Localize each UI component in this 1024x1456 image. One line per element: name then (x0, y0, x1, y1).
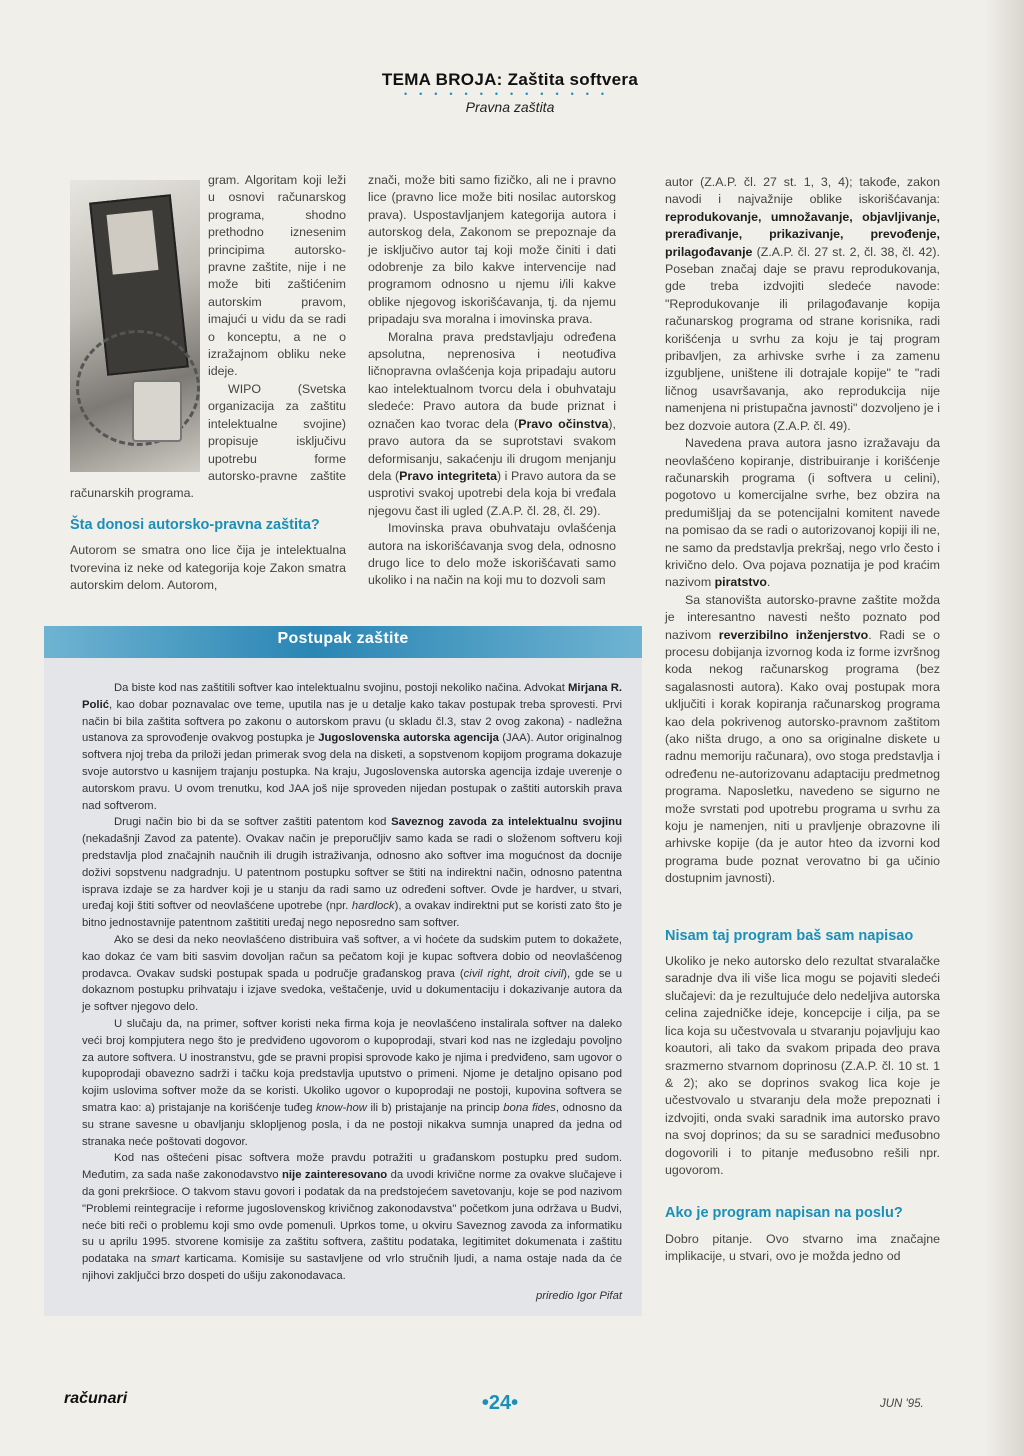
column-1 (70, 172, 346, 594)
col3-paragraph-4: Ukoliko je neko autorsko delo rezultat stvaralačke saradnje dva ili više lica mogu se pojaviti sledeći slučajevi: da je rezultujuće delo nedeljiva autorska celina zajedničke ideje, koncepcije i cilja, pa se lica koja su učestvovala u stvaranju pojavljuju kao koautori, ali tako da svakom pripada deo prava srazmerno stvarnom doprinosu (Z.A.P. čl. 10 st. 1 & 2); ako se doprinos svakog lica koje je učestvovalo u stvaranju dela može prepoznati i izdvojiti, onda svaki saradnik ima autorsko pravo na svoj doprinos; da su se saradnici međusobno dogovorili i to pitanje međusobno rešili npr. ugovorom. (665, 954, 940, 1177)
col1-paragraph-2: WIPO (Svetska organizacija za zaštitu intelektualne svojine) propisuje isključivu upotrebu forme autorsko-pravne zaštite računarskih programa. (70, 381, 346, 501)
page-number: •24• (481, 1392, 519, 1414)
col3-paragraph-3: Sa stanovišta autorsko-pravne zaštite možda je interesantno navesti nešto poznato pod nazivom reverzibilno inženjerstvo. Radi se o procesu dobijanja izvornog koda iz forme izvršnog koda nekog računarskog programa (bez sagalasnosti autora). Kako ovaj postupak mora uključiti i korak kopiranja računarskog programa kao dela pokrivenog autorsko-pravnom zaštitom (ako ništa drugo, a ono sa originalne diskete u radnu memoriju računara), ovo stoga predstavlja i određenu ne-autorizovanu adaptaciju predmetnog programa. Naposletku, navedeno se sigurno ne može svrstati pod upotrebu programa u svrhu za koju je namenjen, niti u pravljenje obrazovne ili arhivske kopije (da je autor hteo da izvorni kod programa bude poznat verovatno bi ga učinio dostupnim javnosti). (665, 592, 940, 886)
col3-paragraph-5: Dobro pitanje. Ovo stvarno ima značajne implikacije, u stvari, ovo je možda jedno od (665, 1231, 940, 1264)
issue-date: JUN '95. (880, 1398, 924, 1410)
col1-paragraph-3: Autorom se smatra ono lice čija je intelektualna tvorevina iz neke od kategorija koje Zakon smatra autorskim delom. Autorom, (70, 543, 346, 592)
sidebar-box (44, 626, 642, 1316)
padlock-shape (132, 380, 182, 442)
box-paragraph-5: Kod nas oštećeni pisac softvera može pravdu potražiti u građanskom postupku pred sudom. Međutim, za sada naše zakonodavstvo nije zainteresovano da uvodi krivične norme za ovakve slučajeve i da goni prekršioce. O takvom stavu govori i podatak da na predstojećem savetovanju, koje se pod nazivom "Problemi reintegracije i reforme jugoslovenskog krivičnog zakonodavstva" početkom juna održava u Budvi, neće biti reči o problemu koji smo ovde pomenuli. Uprkos tome, u okviru Saveznog zavoda za informatiku su u aprilu 1995. stvorene komisije za zaštitu softvera, zaštitu podataka, legitimitet dokumenata i zaštitu podataka na smart karticama. Komisije su sastavljene od vrlo stručnih ljudi, a nama ostaje nada da će njihovi zaključci brzo dospeti do ušiju zakonodavaca. (82, 1152, 623, 1282)
section-subtitle: Pravna zaštita (465, 99, 555, 115)
col1-paragraph-1: gram. Algoritam koji leži u osnovi računarskog programa, shodno prethodno iznesenim principima autorsko-pravne zaštite, nije i ne može biti zaštićenim autorskim pravom, imajući u vidu da se radi o konceptu, a ne o izražajnom obliku neke ideje. (208, 173, 346, 379)
column-3 (665, 174, 940, 1266)
box-paragraph-1: Da biste kod nas zaštitili softver kao intelektualnu svojinu, postoji nekoliko načina. Advokat Mirjana R. Polić, kao dobar poznavalac ove teme, uputila nas je u detalje kako takav postupak treba sprovesti. Prvi način bi bila zaštita softvera po zakonu o autorskom pravu (u skladu čl.3, stav 2 ovog zakona) - nadležna ustanova za sprovođenje ovakvog postupka je Jugoslovenska autorska agencija (JAA). Autor originalnog softvera njoj treba da priloži jedan primerak svog dela na disketi, a sopstvenom kopijom programa dokazuje svoje autorstvo u kasnijem trajanju postupka. Na kraju, Jugoslovenska autorska agencija izdaje uverenje o autorskom pravu. U ovom trenutku, kod JAA još nije sproveden nijedan postupak o zaštiti autorskih prava nad softverom. (82, 682, 623, 812)
col3-paragraph-2: Navedena prava autora jasno izražavaju da neovlašćeno kopiranje, distribuiranje i korišćenje računarskih programa (i softvera u celini), pogotovo u komercijalne svrhe, bez obzira na predumišljaj da se potencijalni komitent navede na pomisao da se radi o autorizovanoj kopiji ili ne, ne samo da predstavlja prekršaj, nego vrlo često i krivično delo. Ova pojava poznatija je pod kraćim nazivom piratstvo. (665, 436, 940, 590)
box-title: Postupak zaštite (277, 630, 409, 647)
col2-paragraph-2: Moralna prava predstavljaju određena apsolutna, neprenosiva i neotuđiva ličnopravna ovlašćenja koja pripadaju autoru kao intelektualnom tvorcu dela i obuhvataju sledeće: Pravo autora da bude priznat i označen kao tvorac dela (Pravo očinstva), pravo autora da se suprotstavi svakom deformisanju, sakaćenju ili drugom menjanju dela (Pravo integriteta) i Pravo autora da se usprotivi svakoj upotrebi dela koja bi vređala njegovu čast ili ugled (Z.A.P. čl. 28, čl. 29). (368, 329, 616, 518)
box-paragraph-3: Ako se desi da neko neovlašćeno distribuira vaš softver, a vi hoćete da sudskim putem to dokažete, kao dokaz će vam biti sasvim dovoljan račun sa pečatom koji je kupac softvera dobio od neovlašćenog prodavca. Ovakav sudski postupak spada u područje građanskog prava (civil right, droit civil), gde se u dokaznom postupku prihvataju i izjave svedoka, veštačenje, uvid u dokumentaciju i dokazivanje autora da je softver njegovo delo. (82, 933, 622, 1014)
col2-paragraph-3: Imovinska prava obuhvataju ovlašćenja autora na iskorišćavanja svog dela, odnosno drugo lice to delo može iskorišćavati samo ukoliko i na način na koji mu to dozvoli sam (368, 521, 616, 588)
section-title: TEMA BROJA: Zaštita softvera (381, 70, 639, 89)
page-edge-shadow (984, 0, 1024, 1456)
column-2 (368, 172, 616, 590)
box-paragraph-4: U slučaju da, na primer, softver koristi neka firma koja je neovlašćeno instalirala softver na daleko veći broj kompjutera nego što je predviđeno ugovorom o kupoprodaji, stvari kod nas ne izgledaju povoljno za autore softvera. U inostranstvu, gde se pravni propisi sprovode kako je njima i predviđeno, sam ugovor o kupoprodaji obavezno sadrži i tačku koja predstavlja uputstvo o primeni. Njome je detaljno opisano pod kojim uslovima softver može da se koristi. Ukoliko ugovor o kupoprodaji ne postoji, kupovina softvera se smatra kao: a) pristajanje na korišćenje tuđeg know-how ili b) pristajanje na princip bona fides, odnosno da su strane savesne u obavljanju skloplјenog posla, i da ne postoji nikakva sumnja unapred da jedna od stranaka neće poštovati dogovor. (82, 1017, 622, 1148)
magazine-brand: računari (64, 1390, 128, 1407)
box-signature: priredio Igor Pifat (535, 1290, 622, 1302)
col3-heading-2: Ako je program napisan na poslu? (665, 1205, 903, 1222)
col3-paragraph-1: autor (Z.A.P. čl. 27 st. 1, 3, 4); takođe, zakon navodi i najvažnije oblike iskorišćavanja: reprodukovanje, umnožavanje, objavljivanje, prerađivanje, prikazivanje, prevođenje, prilagođavanje (Z.A.P. čl. 27 st. 2, čl. 38, čl. 42). Poseban značaj daje se pravu reprodukovanja, gde treba izdvojiti sledeće navode: "Reprodukovanje ili prilagođavanje kopija računarskog programa od strane korisnika, radi korišćenja u svrhu za koju je taj program pribavljen, za arhivske svrhe i za zamenu izgubljene, uništene ili dotrajale kopije" te "radi ličnog usavršavanja, ako reprodukcija nije namenjena ni pristupačna javnosti" dozvoljeno je i bez dozvoie autora (Z.A.P. čl. 49). (665, 175, 940, 433)
col3-heading-1: Nisam taj program baš sam napisao (665, 927, 914, 944)
col2-paragraph-1: znači, može biti samo fizičko, ali ne i pravno lice (pravno lice može biti nosilac autorskog prava). Uspostavljanjem kategorija autora i autorskog dela, Zakonom se prepoznaje da je isključivo autor taj koji može činiti i dati odobrenje za bilo kakve intervencije nad programom odnosno u njemu i/ili kakve oblike njegovog iskorišćavanja, tj. da njemu pripadaju sva moralna i imovinska prava. (368, 173, 616, 327)
locked-diskette-photo (70, 180, 200, 472)
col1-heading: Šta donosi autorsko-pravna zaštita? (70, 516, 320, 533)
title-dots: •••••••••••••• (403, 89, 617, 99)
page-header (300, 70, 720, 115)
box-paragraph-2: Drugi način bio bi da se softver zaštiti patentom kod Saveznog zavoda za intelektualnu svojinu (nekadašnji Zavod za patente). Ovakav način je preporučljiv samo kada se radi o složenom softveru koji predstavlja plod značajnih naučnih ili drugih istraživanja, odnosno ako softver ima mogućnost da docnije doživi sopstvenu nadgradnju. U patentnom postupku softver se štiti na indirektni način, odnosno patentna isprava izdaje se za hardver koji je u stanju da radi samo uz određeni softver. Ovde je hardver, u stvari, uređaj koji štiti softver od neovlašćene upotrebe (npr. hardlock), a ovakav indirektni put se koristi zato što je bitno jednostavnije patentnom zaštititi uređaj nego neposredno sam softver. (82, 816, 622, 930)
box-body (82, 680, 622, 1285)
